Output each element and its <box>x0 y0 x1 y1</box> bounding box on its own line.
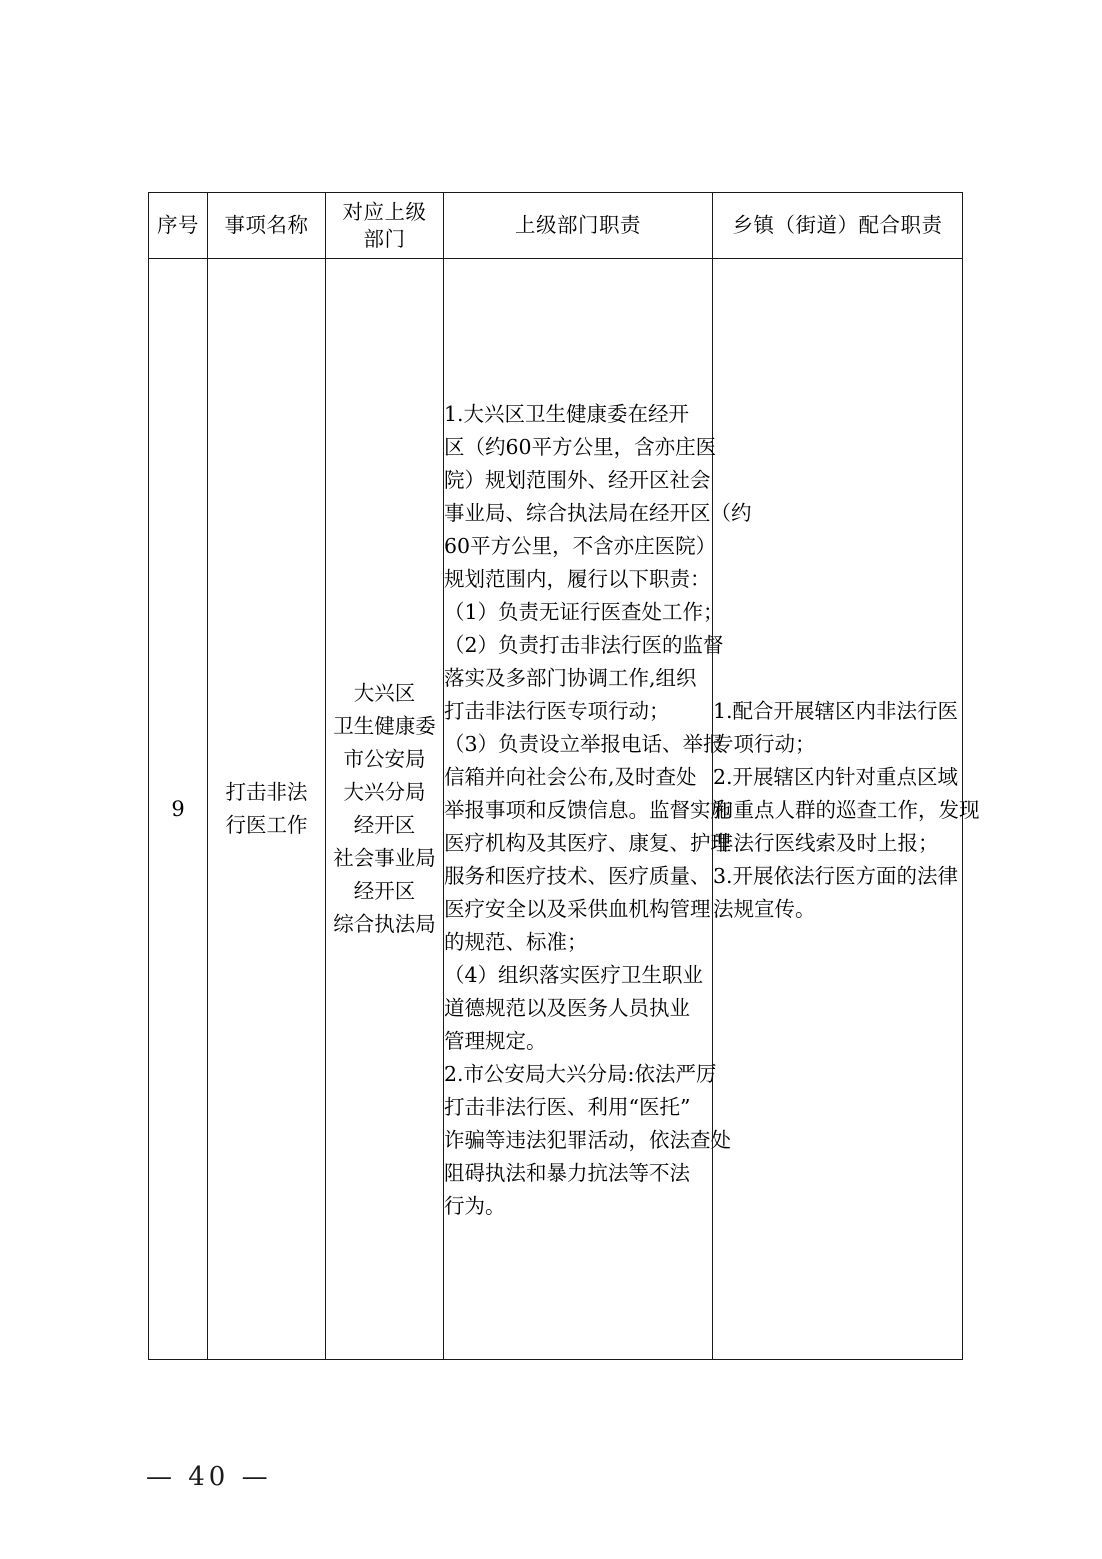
item-name-line: 行医工作 <box>225 813 308 837</box>
superior-duty-line: 的规范、标准； <box>444 929 588 954</box>
township-duty-line: 3.开展依法行医方面的法律 <box>713 863 959 888</box>
superior-duty-line: （4）组织落实医疗卫生职业 <box>444 962 704 987</box>
superior-duty-line: 信箱并向社会公布,及时查处 <box>444 764 697 789</box>
township-duty-line: 非法行医线索及时上报； <box>713 830 939 855</box>
superior-duty-line: 管理规定。 <box>444 1028 547 1053</box>
superior-duty-line: （3）负责设立举报电话、举报 <box>444 731 724 756</box>
superior-duty-line: 区（约60平方公里，含亦庄医 <box>444 434 717 459</box>
superior-duty-line: 行为。 <box>444 1193 506 1218</box>
township-duty-line: 和重点人群的巡查工作，发现 <box>713 797 980 822</box>
superior-dept-line: 卫生健康委 <box>333 714 436 738</box>
cell-township-duty <box>713 259 980 1360</box>
superior-duty-line: 1.大兴区卫生健康委在经开 <box>444 401 690 426</box>
cell-item-name <box>208 259 326 1360</box>
superior-duty-line: 打击非法行医专项行动； <box>444 698 670 723</box>
column-header-township-duty: 乡镇（街道）配合职责 <box>713 193 963 259</box>
column-header-superior-duty: 上级部门职责 <box>444 193 713 259</box>
superior-duty-line: 服务和医疗技术、医疗质量、 <box>444 863 711 888</box>
table-row <box>149 259 963 1360</box>
superior-duty-line: 2.市公安局大兴分局:依法严厉 <box>444 1061 717 1086</box>
township-duty-line: 2.开展辖区内针对重点区域 <box>713 764 959 789</box>
superior-duty-line: （2）负责打击非法行医的监督 <box>444 632 724 657</box>
superior-duty-line: 事业局、综合执法局在经开区（约 <box>444 500 752 525</box>
column-header-item-name: 事项名称 <box>208 193 326 259</box>
township-duty-line: 1.配合开展辖区内非法行医 <box>713 698 959 723</box>
superior-duty-line: 落实及多部门协调工作,组织 <box>444 665 697 690</box>
superior-duty-line: 举报事项和反馈信息。监督实施 <box>444 797 731 822</box>
superior-dept-line: 综合执法局 <box>333 912 436 936</box>
superior-duty-line: 医疗安全以及采供血机构管理 <box>444 896 711 921</box>
superior-dept-line: 市公安局 <box>343 747 426 771</box>
superior-dept-line: 大兴区 <box>353 681 416 705</box>
superior-dept-line: 社会事业局 <box>333 846 436 870</box>
superior-dept-line: 经开区 <box>353 879 416 903</box>
superior-duty-line: 打击非法行医、利用“医托” <box>444 1094 691 1119</box>
superior-duty-line: 院）规划范围外、经开区社会 <box>444 467 711 492</box>
superior-duty-line: （1）负责无证行医查处工作； <box>444 599 724 624</box>
township-duty-line: 专项行动； <box>713 731 816 756</box>
cell-seq: 9 <box>149 259 208 1360</box>
township-duty-line: 法规宣传。 <box>713 896 816 921</box>
superior-duty-line: 诈骗等违法犯罪活动，依法查处 <box>444 1127 731 1152</box>
column-header-seq: 序号 <box>149 193 208 259</box>
superior-dept-line: 大兴分局 <box>343 780 426 804</box>
item-name-line: 打击非法 <box>225 780 308 804</box>
cell-superior-duty <box>444 259 752 1360</box>
superior-dept-line: 经开区 <box>353 813 416 837</box>
page-number: — 40 — <box>146 1462 272 1492</box>
responsibility-table <box>148 192 980 1360</box>
column-header-superior-dept: 对应上级 部门 <box>326 193 444 259</box>
superior-duty-line: 规划范围内，履行以下职责： <box>444 566 711 591</box>
superior-duty-line: 医疗机构及其医疗、康复、护理 <box>444 830 731 855</box>
superior-duty-line: 道德规范以及医务人员执业 <box>444 995 690 1020</box>
table-header-row <box>149 193 963 259</box>
cell-superior-dept <box>326 259 444 1360</box>
superior-duty-line: 60平方公里，不含亦庄医院） <box>444 533 717 558</box>
superior-duty-line: 阻碍执法和暴力抗法等不法 <box>444 1160 690 1185</box>
